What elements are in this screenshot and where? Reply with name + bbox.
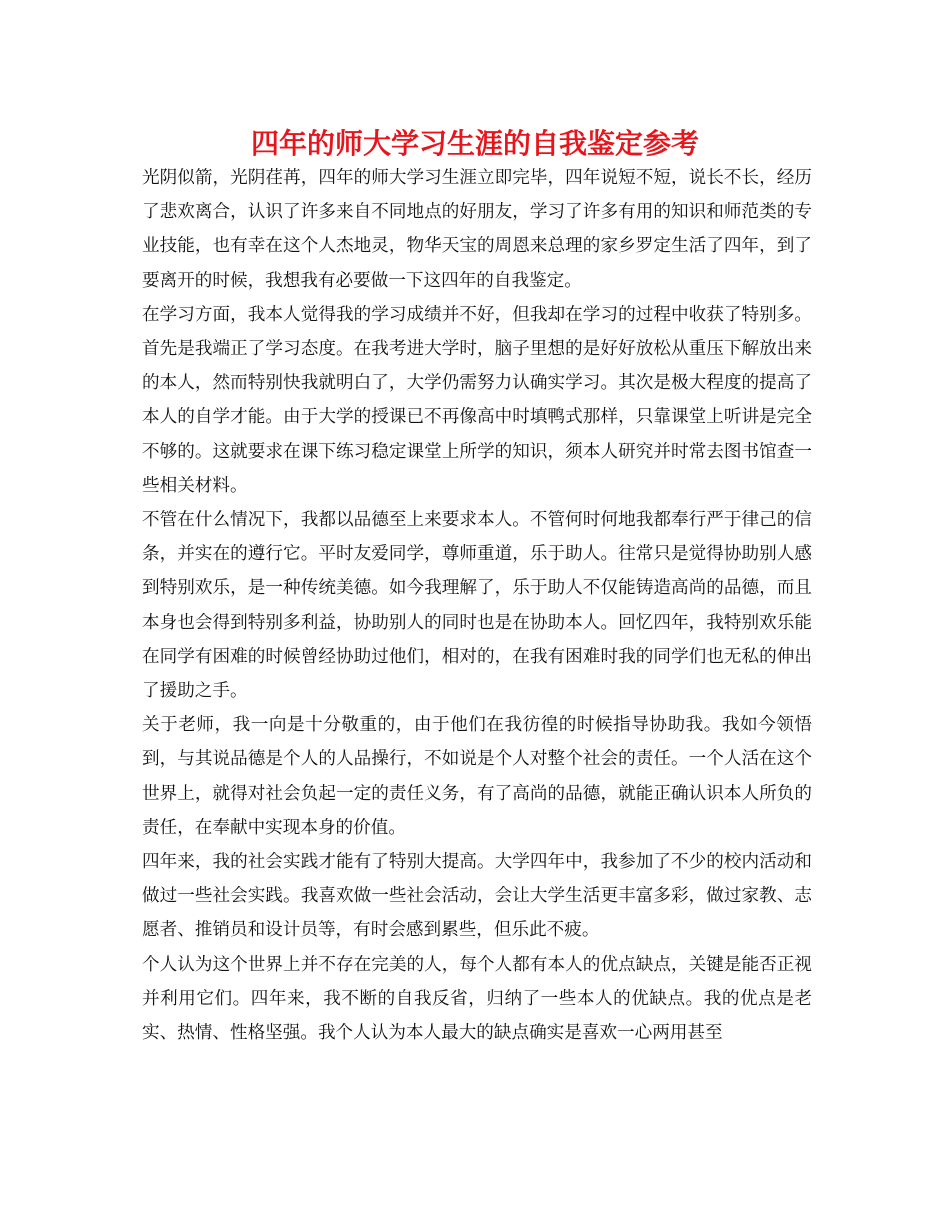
document-body (142, 161, 812, 1050)
document-title: 四年的师大学习生涯的自我鉴定参考 (250, 127, 699, 160)
paragraph-morality: 不管在什么情况下，我都以品德至上来要求本人。不管何时何地我都奉行严于律己的信条，并实在的遵行它。平时友爱同学，尊师重道，乐于助人。往常只是觉得协助别人感到特别欢乐，是一种传统美德。如今我理解了，乐于助人不仅能铸造高尚的品德，而且本身也会得到特别多利益，协助别人的同时也是在协助本人。回忆四年，我特别欢乐能在同学有困难的时候曾经协助过他们，相对的，在我有困难时我的同学们也无私的伸出了援助之手。 (142, 510, 812, 702)
paragraph-intro: 光阴似箭，光阴荏苒，四年的师大学习生涯立即完毕，四年说短不短，说长不长，经历了悲欢离合，认识了许多来自不同地点的好朋友，学习了许多有用的知识和师范类的专业技能，也有幸在这个人杰地灵，物华天宝的周恩来总理的家乡罗定生活了四年，到了要离开的时候，我想我有必要做一下这四年的自我鉴定。 (142, 168, 812, 291)
paragraph-social-practice: 四年来，我的社会实践才能有了特别大提高。大学四年中，我参加了不少的校内活动和做过一些社会实践。我喜欢做一些社会活动，会让大学生活更丰富多彩，做过家教、志愿者、推销员和设计员等，有时会感到累些，但乐此不疲。 (142, 852, 812, 941)
paragraph-teachers: 关于老师，我一向是十分敬重的，由于他们在我彷徨的时候指导协助我。我如今领悟到，与其说品德是个人的人品操行，不如说是个人对整个社会的责任。一个人活在这个世界上，就得对社会负起一定的责任义务，有了高尚的品德，就能正确认识本人所负的责任，在奉献中实现本身的价值。 (142, 715, 812, 838)
paragraph-study: 在学习方面，我本人觉得我的学习成绩并不好，但我却在学习的过程中收获了特别多。首先是我端正了学习态度。在我考进大学时，脑子里想的是好好放松从重压下解放出来的本人，然而特别快我就明白了，大学仍需努力认确实学习。其次是极大程度的提高了本人的自学才能。由于大学的授课已不再像高中时填鸭式那样，只靠课堂上听讲是完全不够的。这就要求在课下练习稳定课堂上所学的知识，须本人研究并时常去图书馆查一些相关材料。 (142, 304, 812, 496)
paragraph-strengths-weaknesses: 个人认为这个世界上并不存在完美的人，每个人都有本人的优点缺点，关键是能否正视并利用它们。四年来，我不断的自我反省，归纳了一些本人的优缺点。我的优点是老实、热情、性格坚强。我个人认为本人最大的缺点确实是喜欢一心两用甚至 (142, 954, 812, 1044)
